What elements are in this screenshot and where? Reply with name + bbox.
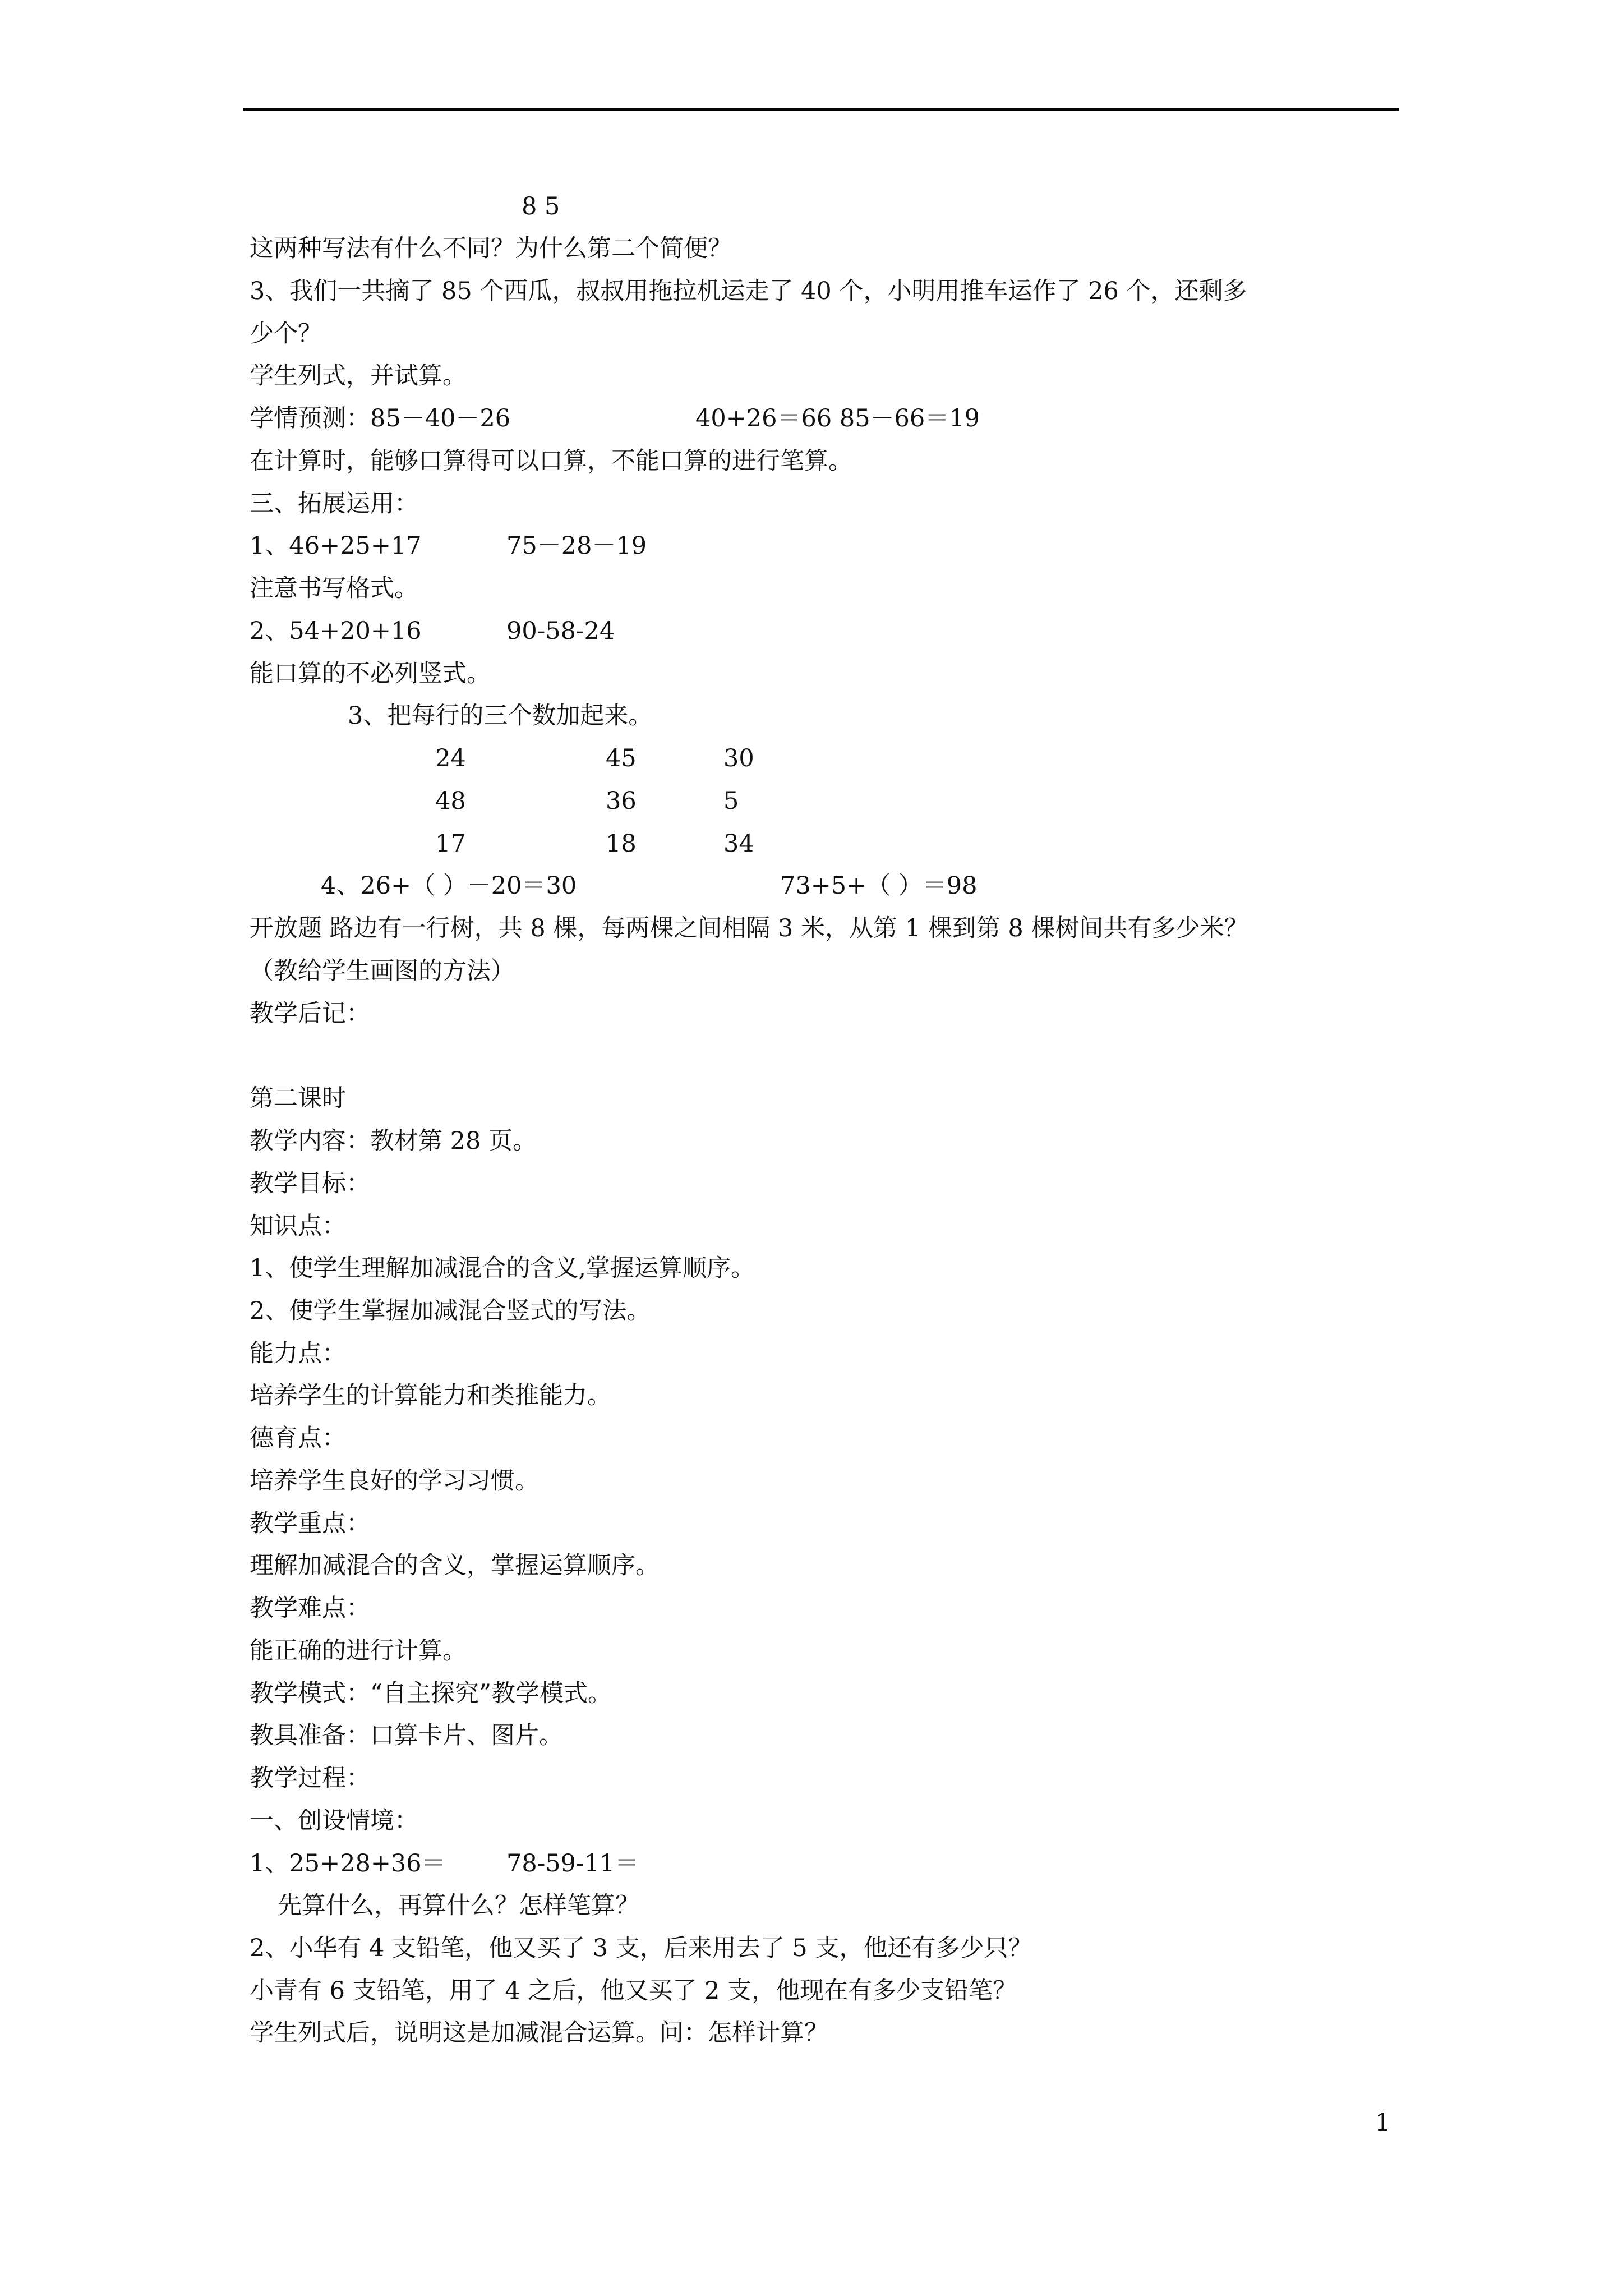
text-line: 36 [606,787,637,815]
text-line: 培养学生的计算能力和类推能力。 [250,1382,611,1410]
text-line: 能力点： [250,1340,346,1368]
text-line: 培养学生良好的学习习惯。 [250,1467,539,1495]
text-line: 教学重点： [250,1510,370,1538]
text-line: 这两种写法有什么不同？为什么第二个简便？ [250,234,732,263]
text-line: 34 [723,830,754,858]
text-line: 30 [723,744,754,772]
text-line: 90-58-24 [506,617,615,645]
text-line: 教学过程： [250,1764,370,1792]
text-line: 1、使学生理解加减混合的含义,掌握运算顺序。 [250,1254,755,1282]
text-line: 18 [606,830,637,858]
text-line: 三、拓展运用： [250,490,418,518]
text-line: 学生列式，并试算。 [250,362,467,390]
text-line: 75－28－19 [506,532,647,560]
text-line: 48 [435,787,466,815]
text-line: 学情预测：85－40－26 [250,404,511,432]
text-line: 先算什么，再算什么？怎样笔算？ [278,1892,639,1920]
text-line: 78-59-11＝ [506,1849,639,1878]
text-line: 能口算的不必列竖式。 [250,660,491,688]
text-line: 2、54+20+16 [250,617,422,645]
text-line: 学生列式后，说明这是加减混合运算。问：怎样计算？ [250,2019,828,2047]
text-line: 德育点： [250,1424,346,1452]
text-line: 理解加减混合的含义，掌握运算顺序。 [250,1552,660,1580]
text-line: 教学难点： [250,1594,370,1622]
text-line: 1、46+25+17 [250,532,422,560]
text-line: 在计算时，能够口算得可以口算，不能口算的进行笔算。 [250,447,852,475]
text-line: 4、26+（ ）－20＝30 [321,872,577,900]
text-line: 3、把每行的三个数加起来。 [348,702,653,730]
text-line: 教学后记： [250,1000,370,1028]
text-line: 教学内容：教材第 28 页。 [250,1127,537,1155]
text-line: 教学目标： [250,1170,370,1198]
text-line: 5 [723,787,739,815]
text-line: 知识点： [250,1212,346,1240]
text-line: 能正确的进行计算。 [250,1637,467,1665]
text-line: 一、创设情境： [250,1807,418,1835]
text-line: 2、使学生掌握加减混合竖式的写法。 [250,1297,651,1325]
text-line: 注意书写格式。 [250,574,418,602]
text-line: 2、小华有 4 支铅笔，他又买了 3 支，后来用去了 5 支，他还有多少只？ [250,1934,1032,1962]
text-line: 少个？ [250,320,322,348]
header-rule [243,108,1399,111]
text-line: 1、25+28+36＝ [250,1849,446,1878]
text-line: 17 [435,830,466,858]
text-line: 3、我们一共摘了 85 个西瓜，叔叔用拖拉机运走了 40 个，小明用推车运作了 26 个，还剩多 [250,277,1247,305]
text-line: 8 5 [522,192,560,220]
text-line: 开放题 路边有一行树，共 8 棵，每两棵之间相隔 3 米，从第 1 棵到第 8 棵树间共有多少米？ [250,914,1248,942]
text-line: 教具准备：口算卡片、图片。 [250,1722,563,1750]
text-line: 24 [435,744,466,772]
text-line: 40+26＝66 85－66＝19 [695,404,980,432]
text-line: 小青有 6 支铅笔，用了 4 之后，他又买了 2 支，他现在有多少支铅笔？ [250,1977,1017,2005]
text-line: （教给学生画图的方法） [250,957,515,985]
text-line: 教学模式：“自主探究”教学模式。 [250,1680,612,1708]
page-number: 1 [1375,2109,1391,2137]
text-line: 45 [606,744,637,772]
text-line: 第二课时 [250,1084,346,1112]
text-line: 73+5+（ ）＝98 [780,872,978,900]
